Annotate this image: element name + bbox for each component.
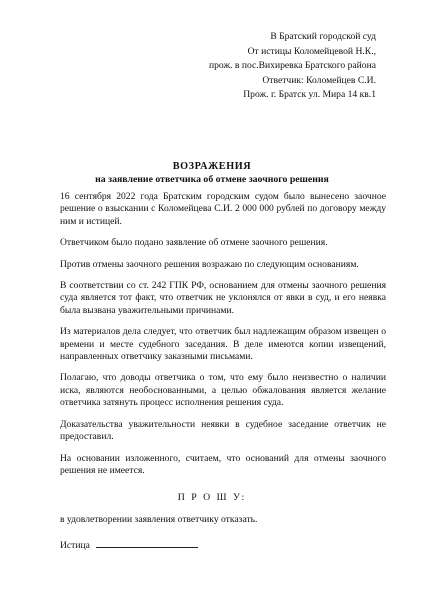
document-subtitle: на заявление ответчика об отмене заочного решения [95, 174, 329, 185]
court-name: В Братский городской суд [270, 31, 376, 42]
document-title: ВОЗРАЖЕНИЯ [172, 161, 252, 172]
plaintiff-name: От истицы Коломейцевой Н.К., [247, 45, 376, 57]
paragraph: Из материалов дела следует, что ответчик был надлежащим образом извещен о времени и месте судебного заседания. В деле имеются копии извещений, направленных ответчику заказными письмами. [60, 326, 386, 363]
paragraph: В соответствии со ст. 242 ГПК РФ, основанием для отмены заочного решения суда является тот факт, что ответчик не уклонялся от явки в суд, и его неявка была вызвана уважительными причинами. [60, 280, 386, 316]
plaintiff-address: прож. в пос.Вихиревка Братского района [208, 60, 376, 72]
paragraph: На основании изложенного, считаем, что оснований для отмены заочного решения не имеется. [60, 452, 386, 476]
signature-block [60, 538, 198, 551]
paragraph: 16 сентября 2022 года Братским городским судом было вынесено заочное решение о взыскании с Коломейцева С.И. 2 000 000 рублей по договору между ним и истицей. [60, 191, 386, 227]
paragraph: Ответчиком было подано заявление об отмене заочного решения. [60, 237, 328, 249]
request-heading: П Р О Ш У: [177, 492, 247, 503]
request-text: в удовлетворении заявления ответчику отказать. [60, 514, 258, 525]
document-body [60, 191, 386, 486]
signature-label: Истица [60, 540, 90, 551]
defendant-name: Ответчик: Коломейцев С.И. [262, 74, 376, 86]
paragraph: Доказательства уважительности неявки в судебное заседание ответчик не предоставил. [60, 418, 386, 443]
defendant-address: Прож. г. Братск ул. Мира 14 кв.1 [243, 89, 376, 101]
signature-line [96, 538, 198, 548]
addressee-block [209, 30, 376, 103]
paragraph: Полагаю, что доводы ответчика о том, что ему было неизвестно о наличии иска, являются необоснованными, а целью обжалования является желание ответчика затянуть процесс исполнения решения суда. [60, 372, 386, 409]
paragraph: Против отмены заочного решения возражаю по следующим основаниям. [60, 258, 359, 270]
